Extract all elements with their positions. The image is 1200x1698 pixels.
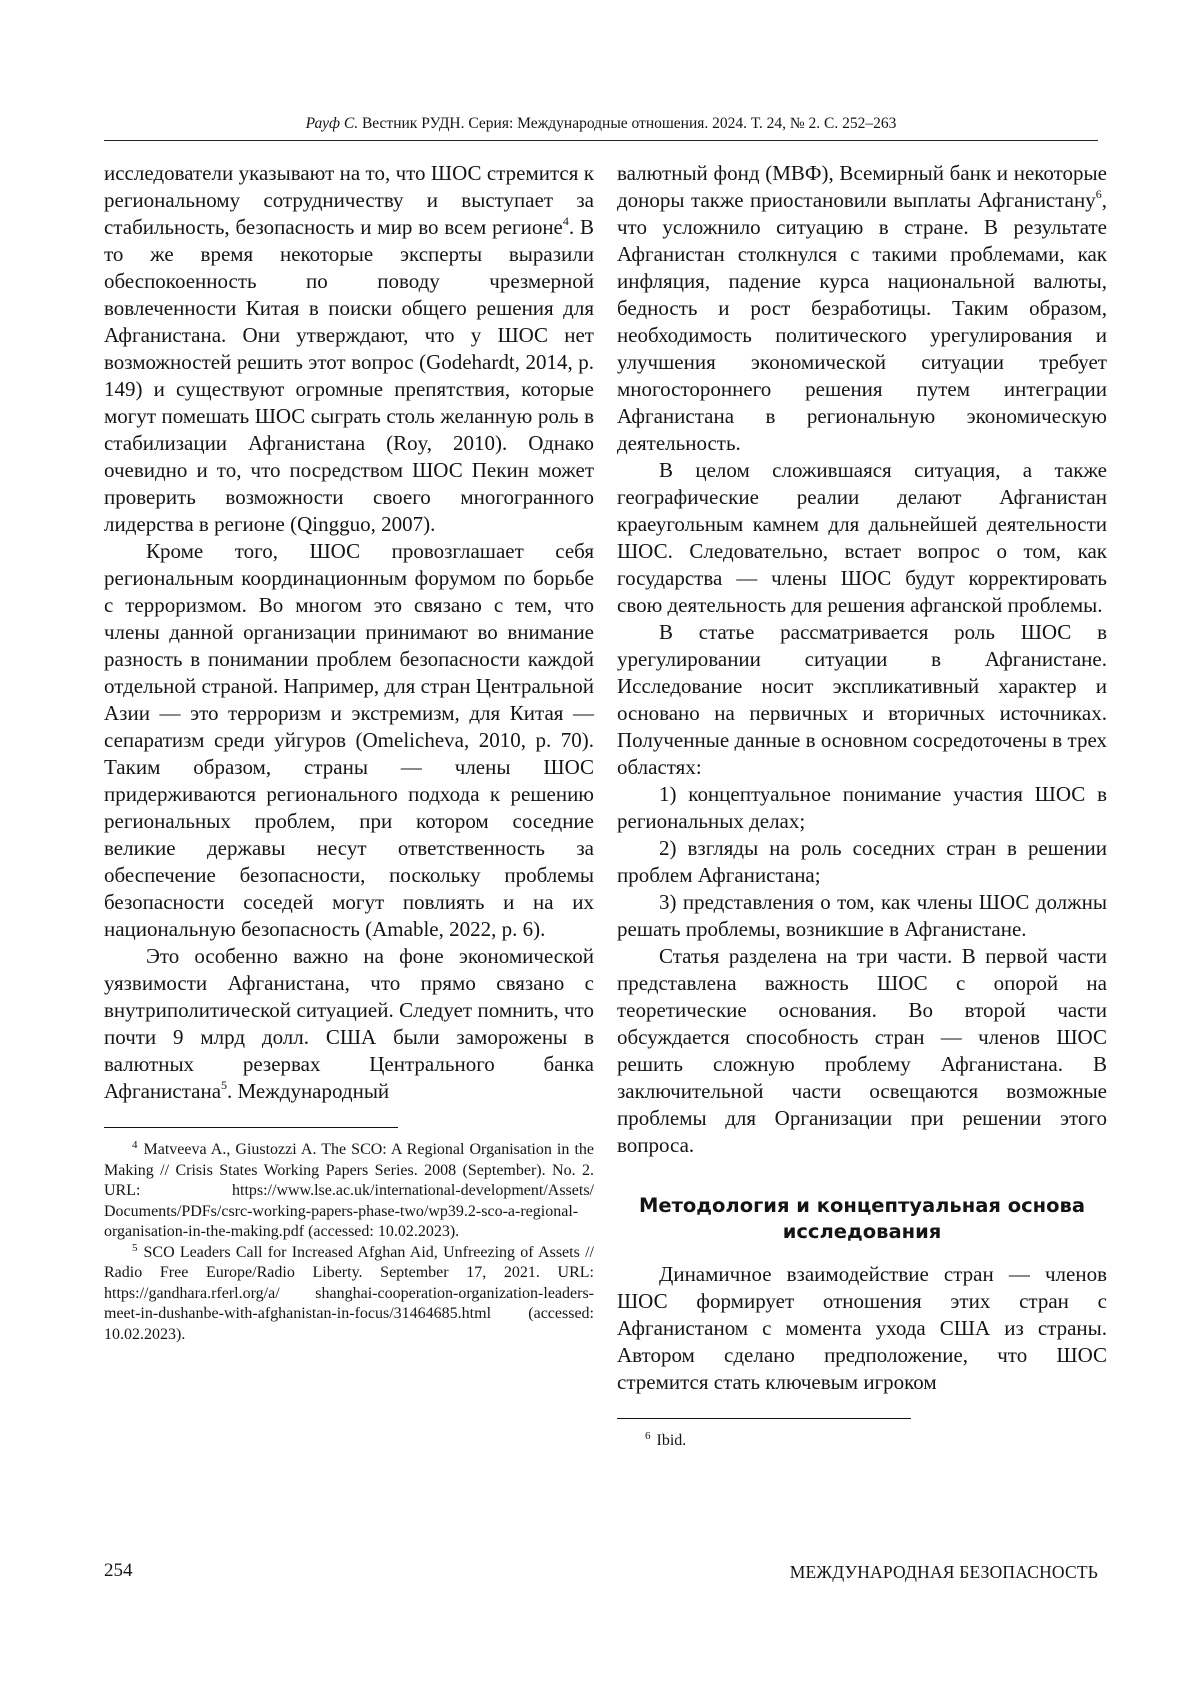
paragraph: [104, 160, 594, 538]
running-head: [104, 114, 1098, 134]
list-item: 3) представления о том, как члены ШОС должны решать проблемы, возникшие в Афганистане.: [617, 890, 1107, 941]
footnote-number: 4: [132, 1139, 138, 1151]
list-item: 1) концептуальное понимание участия ШОС в региональных делах;: [617, 782, 1107, 833]
footnote-rule: [617, 1418, 911, 1419]
right-column: [617, 160, 1107, 1452]
footnote-number: 5: [132, 1241, 138, 1254]
paragraph: Кроме того, ШОС провозглашает себя региональным координационным форумом по борьбе с терроризмом. Во многом это связано с тем, что члены данной организации принимают во внимание разность в понимании проблем безопасности каждой отдельной страной. Например, для стран Центральной Азии — это терроризм и экстремизм, для Китая — сепаратизм среди уйгуров (Omelicheva, 2010, p. 70). Таким образом, страны — члены ШОС придерживаются регионального подхода к решению региональных проблем, при котором соседние великие державы несут ответственность за обеспечение безопасности, поскольку проблемы безопасности соседей могут повлиять и на их национальную безопасность (Amable, 2022, p. 6).: [104, 539, 594, 941]
paragraph-text: . Международный: [227, 1079, 390, 1103]
footnote-text: Ibid.: [656, 1432, 687, 1449]
section-heading: Методология и концептуальная основа исследования: [638, 1194, 1086, 1243]
footnote-text: SCO Leaders Call for Increased Afghan Aid, Unfreezing of Assets // Radio Free Europe/Radio Liberty. September 17, 2021. URL: https://gandhara.rferl.org/a/ shanghai-cooperation-organization-leaders-meet-in-dushanbe-with-afghanistan-in-focus/31464685.html (accessed: 10.02.2023).: [104, 1243, 594, 1343]
footnote: [104, 1243, 594, 1346]
footnote-rule: [104, 1127, 398, 1128]
footnote-ref[interactable]: 5: [221, 1078, 228, 1092]
footnote: [104, 1140, 594, 1243]
paragraph: Динамичное взаимодействие стран — членов ШОС формирует отношения этих стран с Афганистаном с момента ухода США из страны. Автором сделано предположение, что ШОС стремится стать ключевым игроком: [617, 1262, 1107, 1394]
header-rule: [104, 140, 1098, 141]
footnote-number: 6: [645, 1430, 651, 1442]
paragraph-text: . В то же время некоторые эксперты выразили обеспокоенность по поводу чрезмерной вовлеченности Китая в поиски общего решения для Афганистана. Они утверждают, что у ШОС нет возможностей решить этот вопрос (Godehardt, 2014, p. 149) и существуют огромные препятствия, которые могут помешать ШОС сыграть столь желанную роль в стабилизации Афганистана (Roy, 2010). Однако очевидно и то, что посредством ШОС Пекин может проверить возможности своего многогранного лидерства в регионе (Qingguo, 2007).: [104, 215, 595, 536]
paragraph-text: Это особенно важно на фоне экономической уязвимости Афганистана, что прямо связано с внутриполитической ситуацией. Следует помнить, что почти 9 млрд долл. США были заморожены в валютных резервах Центрального банка Афганистана: [104, 944, 594, 1103]
paragraph: Статья разделена на три части. В первой части представлена важность ШОС с опорой на теоретические основания. Во второй части обсуждается способность стран — членов ШОС решить сложную проблему Афганистана. В заключительной части освещаются возможные проблемы для Организации при решении этого вопроса.: [617, 944, 1107, 1157]
paragraph-text: исследователи указывают на то, что ШОС стремится к региональному сотрудничеству и выступает за стабильность, безопасность и мир во всем регионе: [104, 161, 594, 239]
paragraph: В статье рассматривается роль ШОС в урегулировании ситуации в Афганистане. Исследование носит экспликативный характер и основано на первичных и вторичных источниках. Полученные данные в основном сосредоточены в трех областях:: [617, 620, 1107, 779]
list-item: 2) взгляды на роль соседних стран в решении проблем Афганистана;: [617, 836, 1107, 887]
running-head-author: Рауф С.: [305, 115, 359, 132]
paragraph: [617, 160, 1107, 457]
page-number: 254: [104, 1560, 133, 1581]
paragraph: В целом сложившаяся ситуация, а также географические реалии делают Афганистан краеугольным камнем для дальнейшей деятельности ШОС. Следовательно, встает вопрос о том, как государства — члены ШОС будут корректировать свою деятельность для решения афганской проблемы.: [617, 458, 1107, 617]
paragraph-text: , что усложнило ситуацию в стране. В результате Афганистан столкнулся с такими проблемами, как инфляция, падение курса национальной валюты, бедность и рост безработицы. Таким образом, необходимость политического урегулирования и улучшения экономической ситуации требует многостороннего решения путем интеграции Афганистана в региональную экономическую деятельность.: [617, 188, 1107, 455]
paragraph: [104, 943, 594, 1105]
footnote: [617, 1431, 1107, 1452]
footnote-text: Matveeva A., Giustozzi A. The SCO: A Regional Organisation in the Making // Crisis States Working Papers Series. 2008 (September). No. 2. URL: https://www.lse.ac.uk/international-development/Assets/ Documents/PDFs/csrc-working-papers-phase-two/wp39.2-sco-a-regional-organisation-in-the-making.pdf (accessed: 10.02.2023).: [104, 1141, 594, 1240]
footnote-ref[interactable]: 6: [1095, 187, 1102, 201]
left-column: [104, 160, 594, 1345]
footnote-ref[interactable]: 4: [562, 214, 569, 228]
paragraph-text: валютный фонд (МВФ), Всемирный банк и некоторые доноры также приостановили выплаты Афганистану: [617, 161, 1107, 212]
footer-section-title: МЕЖДУНАРОДНАЯ БЕЗОПАСНОСТЬ: [789, 1562, 1098, 1582]
running-head-citation: Вестник РУДН. Серия: Международные отношения. 2024. Т. 24, № 2. С. 252–263: [361, 115, 897, 132]
